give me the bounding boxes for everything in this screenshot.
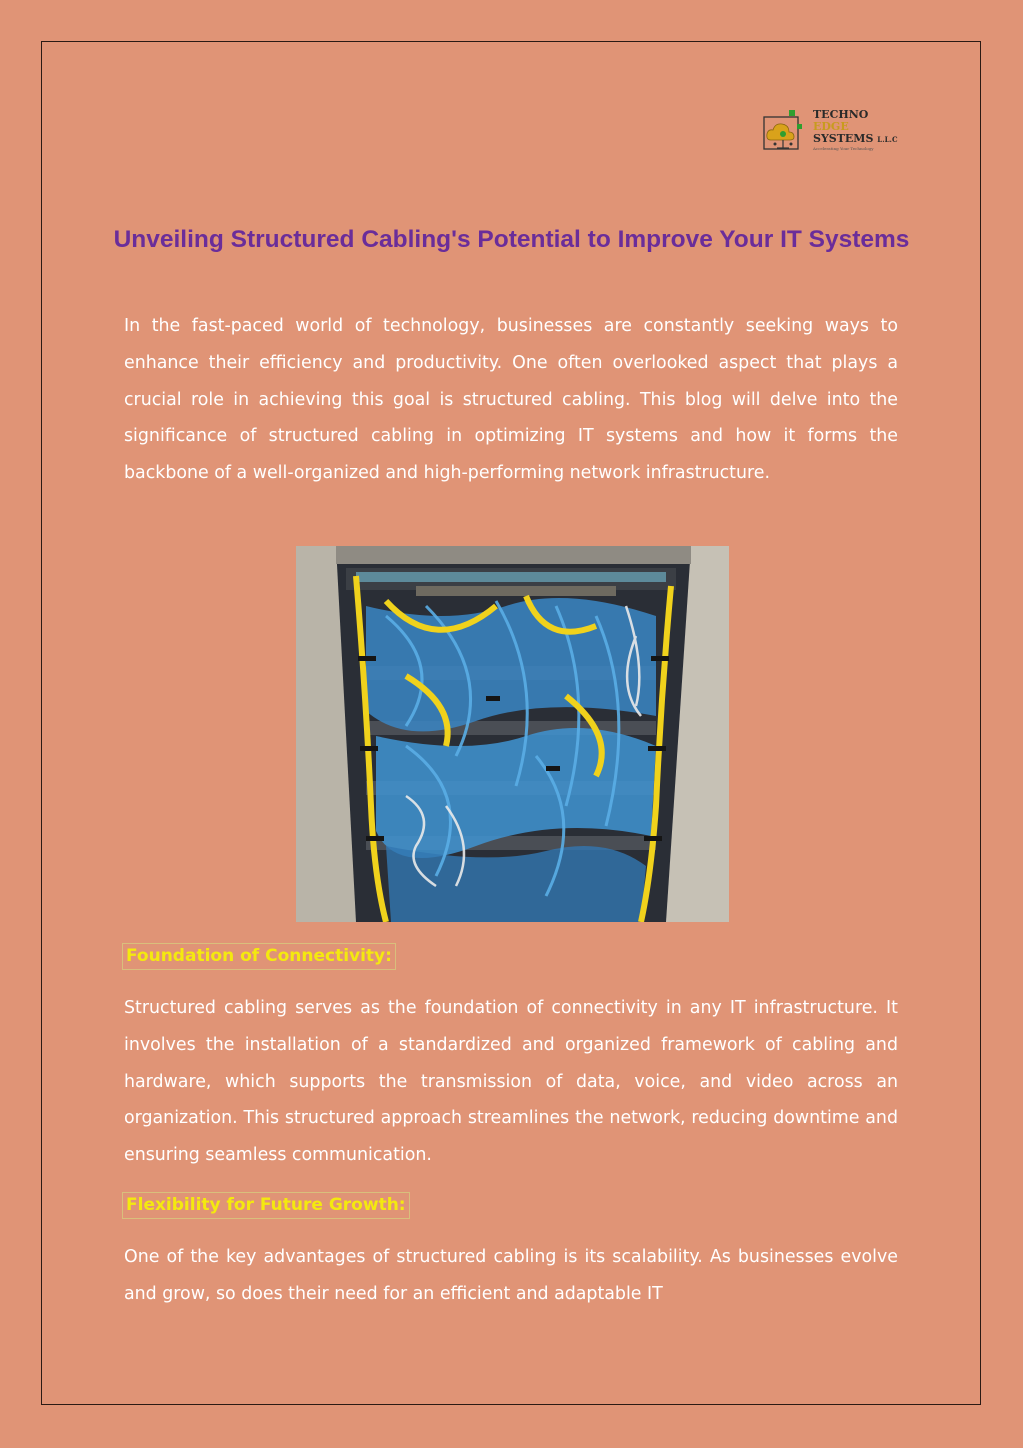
section-body-flexibility: One of the key advantages of structured cabling is its scalability. As businesses evolve and grow, so does their need for an efficient and adaptable IT — [124, 1247, 898, 1304]
logo-line-techno: TECHNO — [813, 108, 869, 121]
section-heading-flexibility: Flexibility for Future Growth: — [122, 1192, 410, 1219]
company-logo — [763, 107, 903, 159]
cloud-network-icon — [763, 110, 811, 154]
section-heading-foundation: Foundation of Connectivity: — [122, 943, 396, 970]
section-body-foundation: Structured cabling serves as the foundation of connectivity in any IT infrastructure. It involves the installation of a standardized and organized framework of cabling and hardware, which supports the transmission of data, voice, and video across an organization. This structured approach streamlines the network, reducing downtime and ensuring seamless communication. — [124, 998, 898, 1166]
page-title: Unveiling Structured Cabling's Potential to Improve Your IT Systems — [113, 226, 910, 253]
intro-paragraph: In the fast-paced world of technology, businesses are constantly seeking ways to enhance their efficiency and productivity. One often overlooked aspect that plays a crucial role in achieving this goal is structured cabling. This blog will delve into the significance of structured cabling in optimizing IT systems and how it forms the backbone of a well-organized and high-performing network infrastructure. — [124, 316, 898, 484]
logo-llc: L.L.C — [877, 135, 898, 144]
logo-line-edge: EDGE — [813, 120, 849, 133]
logo-tagline: Accelerating Your Technology — [813, 146, 874, 151]
logo-line-systems: SYSTEMS — [813, 132, 874, 145]
server-rack-cabling-photo — [296, 546, 729, 922]
